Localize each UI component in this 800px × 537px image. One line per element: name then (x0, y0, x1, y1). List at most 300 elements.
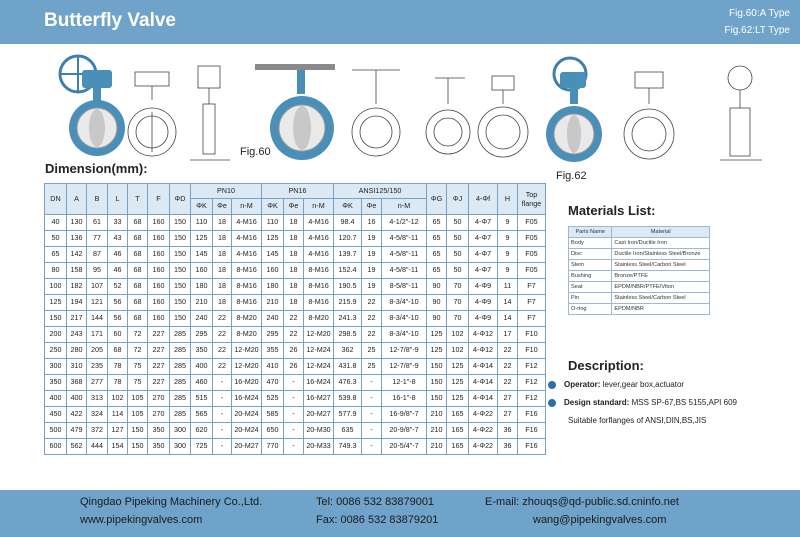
table-cell: 372 (87, 422, 108, 438)
table-cell: 4-Φ7 (469, 262, 498, 278)
table-cell: - (362, 374, 382, 390)
table-cell: 160 (148, 294, 170, 310)
table-cell: 4-5/8"-11 (382, 230, 427, 246)
table-cell: 22 (213, 326, 232, 342)
table-cell: 20-M27 (232, 438, 262, 454)
table-cell: 56 (108, 310, 128, 326)
table-cell: 285 (170, 406, 191, 422)
table-cell: 18 (213, 294, 232, 310)
lever-valve-drawing-front (352, 70, 400, 156)
table-cell: 52 (108, 278, 128, 294)
table-cell: 150 (45, 310, 67, 326)
table-cell: 102 (447, 326, 469, 342)
table-cell: 75 (128, 374, 148, 390)
fig-a-type-label: Fig.60:A Type (729, 8, 790, 19)
table-cell: 180 (191, 278, 213, 294)
table-cell: 152.4 (334, 262, 362, 278)
dimension-table (44, 183, 546, 455)
table-cell: 102 (108, 390, 128, 406)
part-name: Disc (569, 249, 612, 260)
table-cell: 8-M20 (304, 310, 334, 326)
email-secondary[interactable]: wang@pipekingvalves.com (533, 514, 667, 526)
table-cell: 22 (284, 326, 304, 342)
table-cell: - (284, 422, 304, 438)
part-name: O-ring (569, 304, 612, 315)
table-cell: 46 (108, 262, 128, 278)
table-cell: 125 (447, 358, 469, 374)
table-cell: 19 (362, 230, 382, 246)
table-cell: 285 (170, 358, 191, 374)
table-cell: 98.4 (334, 214, 362, 230)
table-row (45, 294, 546, 310)
column-header: PN16 (262, 184, 334, 199)
table-cell: 12-M20 (232, 358, 262, 374)
bullet-icon (548, 399, 556, 407)
table-cell: 20-M30 (304, 422, 334, 438)
table-cell: 50 (447, 262, 469, 278)
table-cell: 11 (498, 278, 518, 294)
table-cell: 22 (362, 326, 382, 342)
standard-value: MSS SP-67,BS 5155,API 609 (631, 398, 737, 407)
table-cell: 400 (67, 390, 87, 406)
table-cell: 250 (45, 342, 67, 358)
table-cell: 194 (67, 294, 87, 310)
table-cell: 80 (45, 262, 67, 278)
table-cell: 280 (67, 342, 87, 358)
table-cell: 525 (262, 390, 284, 406)
table-cell: 68 (128, 262, 148, 278)
table-cell: 20-M27 (304, 406, 334, 422)
part-name: Pin (569, 293, 612, 304)
table-cell: 4-Φ14 (469, 390, 498, 406)
table-row (45, 214, 546, 230)
column-subheader: ΦK (191, 199, 213, 214)
table-cell: 460 (191, 374, 213, 390)
table-cell: 150 (170, 294, 191, 310)
table-cell: F16 (518, 422, 546, 438)
table-cell: F12 (518, 358, 546, 374)
table-row (45, 358, 546, 374)
table-row (45, 326, 546, 342)
column-header: Top flange (518, 184, 546, 215)
table-cell: 105 (128, 406, 148, 422)
table-cell: 515 (191, 390, 213, 406)
table-cell: 68 (128, 294, 148, 310)
table-cell: 422 (67, 406, 87, 422)
table-cell: 243 (67, 326, 87, 342)
table-cell: 12-M24 (304, 342, 334, 358)
table-cell: 36 (498, 422, 518, 438)
table-cell: 14 (498, 294, 518, 310)
table-cell: 8-M20 (232, 310, 262, 326)
gear-lug-valve-drawing-front (624, 72, 674, 159)
lever-valve-drawing-side (426, 78, 470, 154)
table-cell: 4-M16 (304, 246, 334, 262)
table-cell: 87 (87, 246, 108, 262)
lug-valve-drawing-front (478, 76, 528, 157)
table-cell: 16-M20 (232, 374, 262, 390)
table-cell: 20-9/8"-7 (382, 422, 427, 438)
materials-table (568, 226, 710, 315)
table-cell: 310 (67, 358, 87, 374)
table-cell: 127 (108, 422, 128, 438)
operator-line (548, 380, 684, 389)
bullet-icon (548, 381, 556, 389)
table-row (45, 278, 546, 294)
table-cell: 70 (447, 310, 469, 326)
table-cell: 12-M20 (304, 326, 334, 342)
table-cell: - (213, 422, 232, 438)
fig60-label: Fig.60 (240, 146, 271, 158)
table-row (45, 230, 546, 246)
materials-row (569, 304, 710, 315)
table-cell: 27 (498, 406, 518, 422)
table-cell: 8-5/8"-11 (382, 278, 427, 294)
table-cell: 362 (334, 342, 362, 358)
table-cell: 4-Φ7 (469, 230, 498, 246)
table-cell: 300 (45, 358, 67, 374)
materials-row (569, 260, 710, 271)
table-cell: F16 (518, 438, 546, 454)
table-cell: 165 (447, 422, 469, 438)
table-cell: 20-M24 (232, 406, 262, 422)
table-cell: 150 (170, 278, 191, 294)
table-cell: 50 (447, 246, 469, 262)
table-cell: 298.5 (334, 326, 362, 342)
table-cell: 160 (191, 262, 213, 278)
table-cell: 4-5/8"-11 (382, 246, 427, 262)
table-cell: 145 (262, 246, 284, 262)
materials-row (569, 293, 710, 304)
table-cell: 600 (45, 438, 67, 454)
table-cell: 154 (108, 438, 128, 454)
table-cell: 324 (87, 406, 108, 422)
table-cell: 350 (191, 342, 213, 358)
table-cell: 4-Φ12 (469, 342, 498, 358)
table-cell: 16-9/8"-7 (382, 406, 427, 422)
table-cell: 227 (148, 374, 170, 390)
page-title: Butterfly Valve (44, 10, 176, 31)
table-cell: - (362, 438, 382, 454)
table-cell: 171 (87, 326, 108, 342)
table-cell: 585 (262, 406, 284, 422)
table-cell: 160 (148, 310, 170, 326)
table-cell: 240 (262, 310, 284, 326)
table-cell: 78 (108, 374, 128, 390)
table-cell: 470 (262, 374, 284, 390)
column-header: DN (45, 184, 67, 215)
table-cell: 50 (447, 214, 469, 230)
table-cell: 241.3 (334, 310, 362, 326)
table-cell: 270 (148, 406, 170, 422)
table-cell: 75 (128, 358, 148, 374)
table-cell: 36 (498, 438, 518, 454)
table-cell: 8-M16 (304, 278, 334, 294)
table-cell: 227 (148, 358, 170, 374)
part-name: Body (569, 238, 612, 249)
table-cell: 12-7/8"-9 (382, 358, 427, 374)
table-cell: 215.9 (334, 294, 362, 310)
table-cell: 150 (128, 422, 148, 438)
table-cell: 300 (170, 422, 191, 438)
table-cell: 400 (45, 390, 67, 406)
table-cell: 210 (191, 294, 213, 310)
table-cell: 68 (128, 230, 148, 246)
table-row (45, 262, 546, 278)
table-cell: 22 (362, 294, 382, 310)
table-cell: 18 (213, 230, 232, 246)
valve-illustrations (40, 52, 790, 167)
table-cell: 240 (191, 310, 213, 326)
table-cell: F7 (518, 278, 546, 294)
part-material: Stainless Steel/Carbon Steel (612, 260, 710, 271)
table-cell: 160 (148, 278, 170, 294)
table-cell: 150 (170, 214, 191, 230)
table-cell: 65 (427, 230, 447, 246)
table-row (45, 310, 546, 326)
table-cell: 19 (362, 262, 382, 278)
table-cell: 500 (45, 422, 67, 438)
table-cell: 160 (148, 262, 170, 278)
table-cell: 150 (427, 390, 447, 406)
table-cell: F05 (518, 246, 546, 262)
table-cell: 102 (447, 342, 469, 358)
table-cell: 121 (87, 294, 108, 310)
table-cell: 4-Φ14 (469, 374, 498, 390)
table-cell: 144 (87, 310, 108, 326)
table-cell: 145 (191, 246, 213, 262)
column-header: ΦJ (447, 184, 469, 215)
table-cell: 18 (213, 278, 232, 294)
table-cell: 60 (108, 326, 128, 342)
table-cell: 285 (170, 342, 191, 358)
email-primary[interactable]: E-mail: zhouqs@qd-public.sd.cninfo.net (485, 496, 679, 508)
column-subheader: Φe (362, 199, 382, 214)
part-material: Cast Iron/Ductile Iron (612, 238, 710, 249)
fig-lt-type-label: Fig.62:LT Type (724, 25, 790, 36)
gear-lug-valve-image (546, 58, 602, 162)
table-cell: 46 (108, 246, 128, 262)
part-name: Bushing (569, 271, 612, 282)
table-cell: 22 (213, 358, 232, 374)
table-cell: 577.9 (334, 406, 362, 422)
table-cell: F7 (518, 294, 546, 310)
table-cell: F12 (518, 374, 546, 390)
table-row (45, 390, 546, 406)
table-cell: 18 (213, 246, 232, 262)
table-cell: 235 (87, 358, 108, 374)
table-cell: 4-M16 (232, 214, 262, 230)
table-cell: 12-M24 (304, 358, 334, 374)
table-cell: 105 (128, 390, 148, 406)
table-cell: F05 (518, 214, 546, 230)
materials-row (569, 238, 710, 249)
table-cell: 12-7/8"-9 (382, 342, 427, 358)
table-cell: 4-5/8"-11 (382, 262, 427, 278)
table-cell: 125 (427, 326, 447, 342)
table-cell: 4-Φ22 (469, 438, 498, 454)
table-cell: 95 (87, 262, 108, 278)
table-cell: 68 (108, 342, 128, 358)
table-cell: 50 (447, 230, 469, 246)
table-cell: - (213, 390, 232, 406)
website-link[interactable]: www.pipekingvalves.com (80, 514, 203, 526)
tel-text: Tel: 0086 532 83879001 (316, 496, 435, 508)
table-cell: 100 (45, 278, 67, 294)
part-material: EPDM/NBR/PTFE/Viton (612, 282, 710, 293)
table-cell: 16-M24 (232, 390, 262, 406)
table-cell: 125 (447, 374, 469, 390)
column-subheader: Φe (213, 199, 232, 214)
table-cell: 4-Φ9 (469, 294, 498, 310)
table-cell: 182 (67, 278, 87, 294)
table-cell: 160 (148, 214, 170, 230)
table-cell: 410 (262, 358, 284, 374)
table-cell: F12 (518, 390, 546, 406)
table-cell: 350 (148, 438, 170, 454)
table-cell: 355 (262, 342, 284, 358)
table-cell: 180 (262, 278, 284, 294)
table-cell: 368 (67, 374, 87, 390)
column-subheader: n-M (304, 199, 334, 214)
table-cell: 150 (170, 246, 191, 262)
materials-row (569, 271, 710, 282)
table-row (45, 438, 546, 454)
table-cell: 18 (284, 246, 304, 262)
part-name: Seat (569, 282, 612, 293)
table-cell: 8-M16 (232, 278, 262, 294)
table-cell: 150 (170, 262, 191, 278)
table-cell: 16-1"-8 (382, 390, 427, 406)
table-cell: 70 (447, 278, 469, 294)
column-header: H (498, 184, 518, 215)
table-cell: 9 (498, 246, 518, 262)
table-cell: 749.3 (334, 438, 362, 454)
table-cell: 16 (362, 214, 382, 230)
column-header: F (148, 184, 170, 215)
table-cell: - (284, 390, 304, 406)
table-cell: 8-3/4"-10 (382, 294, 427, 310)
table-cell: 18 (284, 214, 304, 230)
table-cell: 61 (87, 214, 108, 230)
table-cell: 120.7 (334, 230, 362, 246)
table-cell: 20-5/4"-7 (382, 438, 427, 454)
fig62-label: Fig.62 (556, 170, 587, 182)
table-cell: 22 (498, 342, 518, 358)
dimension-title: Dimension(mm): (45, 161, 148, 176)
gear-valve-drawing-front (128, 72, 176, 156)
table-cell: 4-Φ22 (469, 422, 498, 438)
table-cell: 20-M24 (232, 422, 262, 438)
table-cell: 165 (447, 406, 469, 422)
table-cell: 18 (213, 214, 232, 230)
table-cell: 12-M20 (232, 342, 262, 358)
table-cell: 90 (427, 310, 447, 326)
table-row (45, 246, 546, 262)
table-cell: 125 (262, 230, 284, 246)
table-cell: 4-Φ12 (469, 326, 498, 342)
table-cell: 114 (108, 406, 128, 422)
table-cell: 539.8 (334, 390, 362, 406)
table-cell: F05 (518, 230, 546, 246)
column-subheader: ΦK (334, 199, 362, 214)
table-cell: 68 (128, 310, 148, 326)
table-cell: - (362, 390, 382, 406)
table-cell: 4-M16 (232, 230, 262, 246)
operator-label: Operator: (564, 380, 601, 389)
table-cell: 200 (45, 326, 67, 342)
table-cell: 125 (447, 390, 469, 406)
table-cell: 14 (498, 310, 518, 326)
column-header: B (87, 184, 108, 215)
gear-valve-drawing-side (190, 66, 230, 160)
materials-column-header: Material (612, 227, 710, 238)
table-cell: 9 (498, 262, 518, 278)
table-cell: 227 (148, 342, 170, 358)
header-banner (0, 0, 800, 44)
part-name: Stem (569, 260, 612, 271)
table-cell: 150 (427, 374, 447, 390)
table-cell: 18 (284, 294, 304, 310)
table-cell: 65 (45, 246, 67, 262)
dimension-header-row (45, 184, 546, 199)
table-cell: 22 (284, 310, 304, 326)
standard-line (548, 398, 737, 407)
column-header: ΦG (427, 184, 447, 215)
column-header: L (108, 184, 128, 215)
table-cell: 25 (362, 342, 382, 358)
table-cell: 56 (108, 294, 128, 310)
table-cell: 43 (108, 230, 128, 246)
table-cell: 8-M16 (304, 262, 334, 278)
table-row (45, 342, 546, 358)
table-cell: F7 (518, 310, 546, 326)
standard-label: Design standard: (564, 398, 630, 407)
table-cell: 125 (191, 230, 213, 246)
table-cell: 17 (498, 326, 518, 342)
table-cell: 479 (67, 422, 87, 438)
table-cell: 635 (334, 422, 362, 438)
table-cell: 12-1"-8 (382, 374, 427, 390)
table-cell: 150 (427, 358, 447, 374)
column-header: ANSI125/150 (334, 184, 427, 199)
table-cell: 68 (128, 278, 148, 294)
table-cell: 107 (87, 278, 108, 294)
table-cell: 72 (128, 326, 148, 342)
table-cell: 19 (362, 278, 382, 294)
column-header: PN10 (191, 184, 262, 199)
table-cell: 295 (191, 326, 213, 342)
table-cell: F10 (518, 342, 546, 358)
table-cell: 9 (498, 230, 518, 246)
table-cell: 16-M24 (304, 374, 334, 390)
table-cell: 4-M16 (304, 214, 334, 230)
table-cell: 4-Φ7 (469, 246, 498, 262)
table-cell: 22 (213, 310, 232, 326)
table-cell: 4-Φ9 (469, 278, 498, 294)
column-header: A (67, 184, 87, 215)
table-cell: 8-3/4"-10 (382, 310, 427, 326)
gear-wafer-valve-image (60, 56, 125, 156)
materials-row (569, 282, 710, 293)
table-cell: 65 (427, 262, 447, 278)
column-subheader: ΦK (262, 199, 284, 214)
materials-header-row (569, 227, 710, 238)
column-subheader: n-M (232, 199, 262, 214)
table-cell: 90 (427, 294, 447, 310)
table-cell: - (284, 438, 304, 454)
table-cell: 150 (170, 230, 191, 246)
